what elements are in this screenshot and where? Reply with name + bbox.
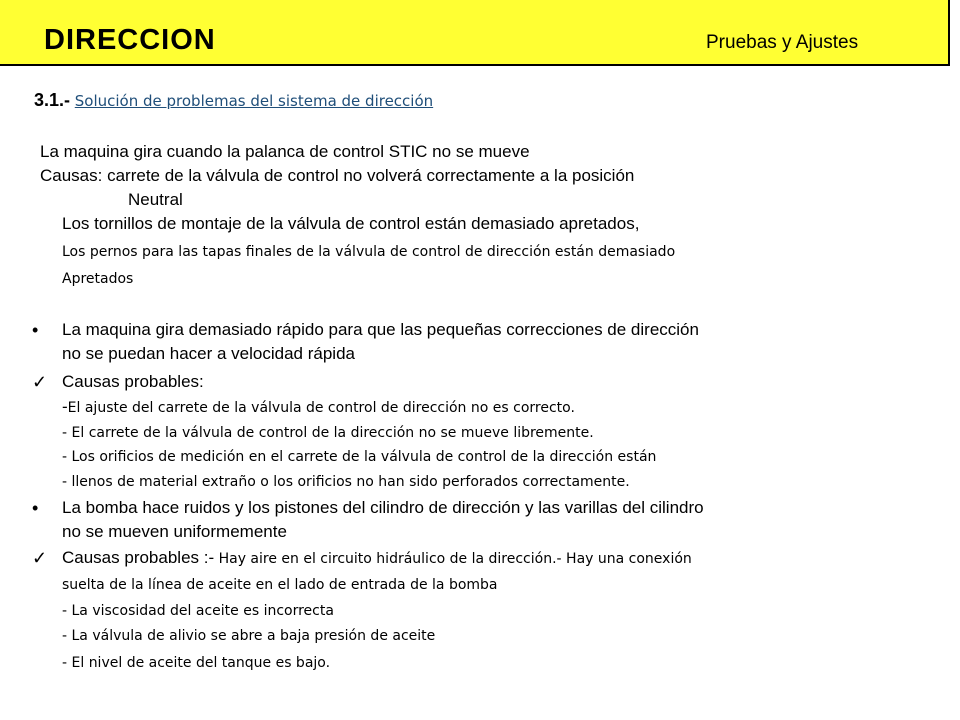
intro-line-6: Apretados	[62, 271, 134, 287]
problem1-line-1: La maquina gira demasiado rápido para que las pequeñas correcciones de dirección	[62, 320, 699, 339]
problem2-causes: Causas probables :- Hay aire en el circuito hidráulico de la dirección.- Hay una conexión	[62, 548, 692, 567]
page-title: DIRECCION	[44, 24, 216, 56]
problem1-cause-4: - llenos de material extraño o los orificios no han sido perforados correctamente.	[62, 474, 630, 490]
problem2-line-1: La bomba hace ruidos y los pistones del cilindro de dirección y las varillas del cilindro	[62, 498, 704, 517]
bullet-2: •	[32, 498, 39, 518]
problem1-cause-1: -El ajuste del carrete de la válvula de control de dirección no es correcto.	[62, 397, 575, 416]
problem2-cause-4: - El nivel de aceite del tanque es bajo.	[62, 655, 331, 671]
intro-line-1: La maquina gira cuando la palanca de control STIC no se mueve	[40, 142, 530, 161]
problem1-line-2: no se puedan hacer a velocidad rápida	[62, 344, 355, 363]
problem2-cause-3: - La válvula de alivio se abre a baja presión de aceite	[62, 628, 436, 644]
problem1-cause-2: - El carrete de la válvula de control de la dirección no se mueve libremente.	[62, 425, 594, 441]
problem1-cause-3: - Los orificios de medición en el carrete de la válvula de control de la dirección están	[62, 449, 657, 465]
check-icon: ✓	[32, 372, 48, 392]
header-banner	[0, 0, 950, 66]
section-number: 3.1.-	[34, 90, 71, 110]
intro-line-3: Neutral	[128, 190, 183, 209]
problem2-cause-1b: suelta de la línea de aceite en el lado de entrada de la bomba	[62, 577, 498, 593]
problem2-cause-2: - La viscosidad del aceite es incorrecta	[62, 603, 334, 619]
section-title-link[interactable]: Solución de problemas del sistema de dirección	[74, 92, 434, 110]
bullet-1: •	[32, 320, 39, 340]
intro-line-4: Los tornillos de montaje de la válvula de control están demasiado apretados,	[62, 214, 640, 233]
intro-line-5: Los pernos para las tapas finales de la válvula de control de dirección están demasiado	[62, 244, 676, 260]
page-subtitle: Pruebas y Ajustes	[706, 32, 859, 53]
problem2-line-2: no se mueven uniformemente	[62, 522, 287, 541]
intro-line-2: Causas: carrete de la válvula de control no volverá correctamente a la posición	[40, 166, 635, 185]
check-icon: ✓	[32, 548, 48, 568]
section-heading	[34, 88, 433, 113]
problem1-causes-label: Causas probables:	[62, 372, 204, 391]
